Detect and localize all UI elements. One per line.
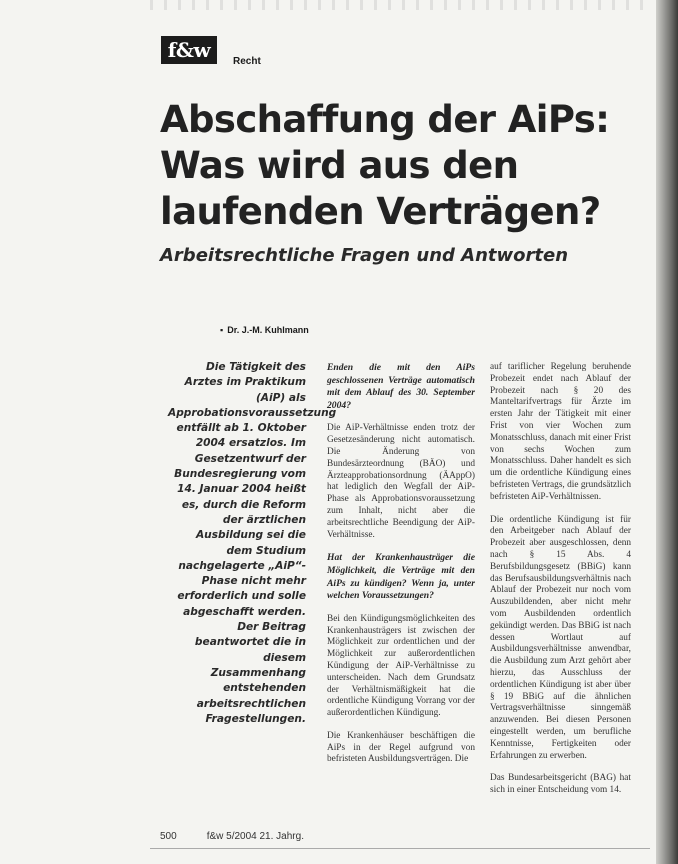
question-2: Hat der Krankenhausträger die Möglichkeit, die Verträge mit den AiPs zu kündigen? Wenn ja, unter welchen Voraussetzungen? xyxy=(327,552,475,602)
issue-info: f&w 5/2004 21. Jahrg. xyxy=(206,831,304,842)
article-title: Abschaffung der AiPs: Was wird aus den laufenden Verträgen? xyxy=(160,98,610,233)
scan-noise xyxy=(150,0,650,10)
article-subtitle: Arbeitsrechtliche Fragen und Antworten xyxy=(160,245,569,266)
answer-1: Die AiP-Verhältnisse enden trotz der Gesetzesänderung nicht automatisch. Die Änderung von Bundesärzteordnung (BÄO) und Ärzteapprobationsordnung (ÄAppO) hat lediglich den Wegfall der AiP-Phase als Approbationsvoraussetzung zum Inhalt, nicht aber die arbeitsrechtliche Beendigung der AiP-Verhältnisse. xyxy=(327,423,475,540)
text-column-middle xyxy=(327,362,475,777)
text-column-right xyxy=(490,362,631,808)
footer-divider xyxy=(150,848,650,849)
author-marker-icon: ▪ xyxy=(220,325,224,335)
question-1: Enden die mit den AiPs geschlossenen Verträge automatisch mit dem Ablauf des 30. September 2004? xyxy=(327,362,475,411)
answer-3: Die Krankenhäuser beschäftigen die AiPs in der Regel aufgrund von befristeten Ausbildungsverträgen. Die xyxy=(327,730,475,765)
fw-logo: f&w xyxy=(161,36,217,64)
author-line xyxy=(220,325,309,335)
page-footer xyxy=(160,831,334,842)
answer-2: Bei den Kündigungsmöglichkeiten des Krankenhausträgers ist zwischen der Möglichkeit zur ordentlichen und der Möglichkeit zur außerordentlichen Kündigung der AiP-Verhältnisse zu unterscheiden. Nach dem Grundsatz der Verhältnismäßigkeit hat die ordentliche Kündigung Vorrang vor der außerordentlichen Kündigung. xyxy=(327,613,475,719)
page-binding-shadow xyxy=(656,0,678,864)
right-paragraph-3: Das Bundesarbeitsgericht (BAG) hat sich in einer Entscheidung vom 14. xyxy=(490,773,631,796)
section-rubric: Recht xyxy=(233,56,261,67)
right-paragraph-2: Die ordentliche Kündigung ist für den Arbeitgeber nach Ablauf der Probezeit aber ausgeschlossen, denn nach § 15 Abs. 4 Berufsbildungsgesetz (BBiG) kann das Berufsausbildungsverhältnis nach Ablauf der Probezeit nur noch vom Auszubildenden, aber nicht mehr vom Ausbildenden ordentlich gekündigt werden. Das BBiG ist nach dessen Wortlaut auf Ausbildungsverhältnisse anwendbar, die Ausbildung zum Arzt gehört aber hierzu, das Ausschluss der ordentlichen Kündigung ist aber über § 19 BBiG auf die ähnlichen Vertragsverhältnisse sinngemäß anzuwenden. Bei diesen Personen eingestellt werden, um berufliche Kenntnisse, Fertigkeiten oder Erfahrungen zu erwerben. xyxy=(490,514,631,761)
page-number: 500 xyxy=(160,831,177,842)
lead-paragraph: Die Tätigkeit des Arztes im Praktikum (AiP) als Approbationsvoraussetzung entfällt ab 1. Oktober 2004 ersatzlos. Im Gesetzentwurf der Bundesregierung vom 14. Januar 2004 heißt es, durch die Reform der ärztlichen Ausbildung sei die dem Studium nachgelagerte „AiP“-Phase nicht mehr erforderlich und solle abgeschafft werden. Der Beitrag beantwortet die in diesem Zusammenhang entstehenden arbeitsrechtlichen Fragestellungen. xyxy=(168,361,337,725)
author-name: Dr. J.-M. Kuhlmann xyxy=(227,325,309,335)
right-paragraph-1: auf tariflicher Regelung beruhende Probezeit endet nach Ablauf der Probezeit nach § 20 des Manteltarifvertrags für Ärzte im ersten Jahr der Tätigkeit mit einer Frist von vier Wochen zum Monatsschluss, danach mit einer Frist von sechs Wochen zum Monatsschluss. Daher handelt es sich um die ordentliche Kündigung eines befristeten Vertrags, die grundsätzlich befristeten AiP-Verhältnissen. xyxy=(490,362,631,502)
